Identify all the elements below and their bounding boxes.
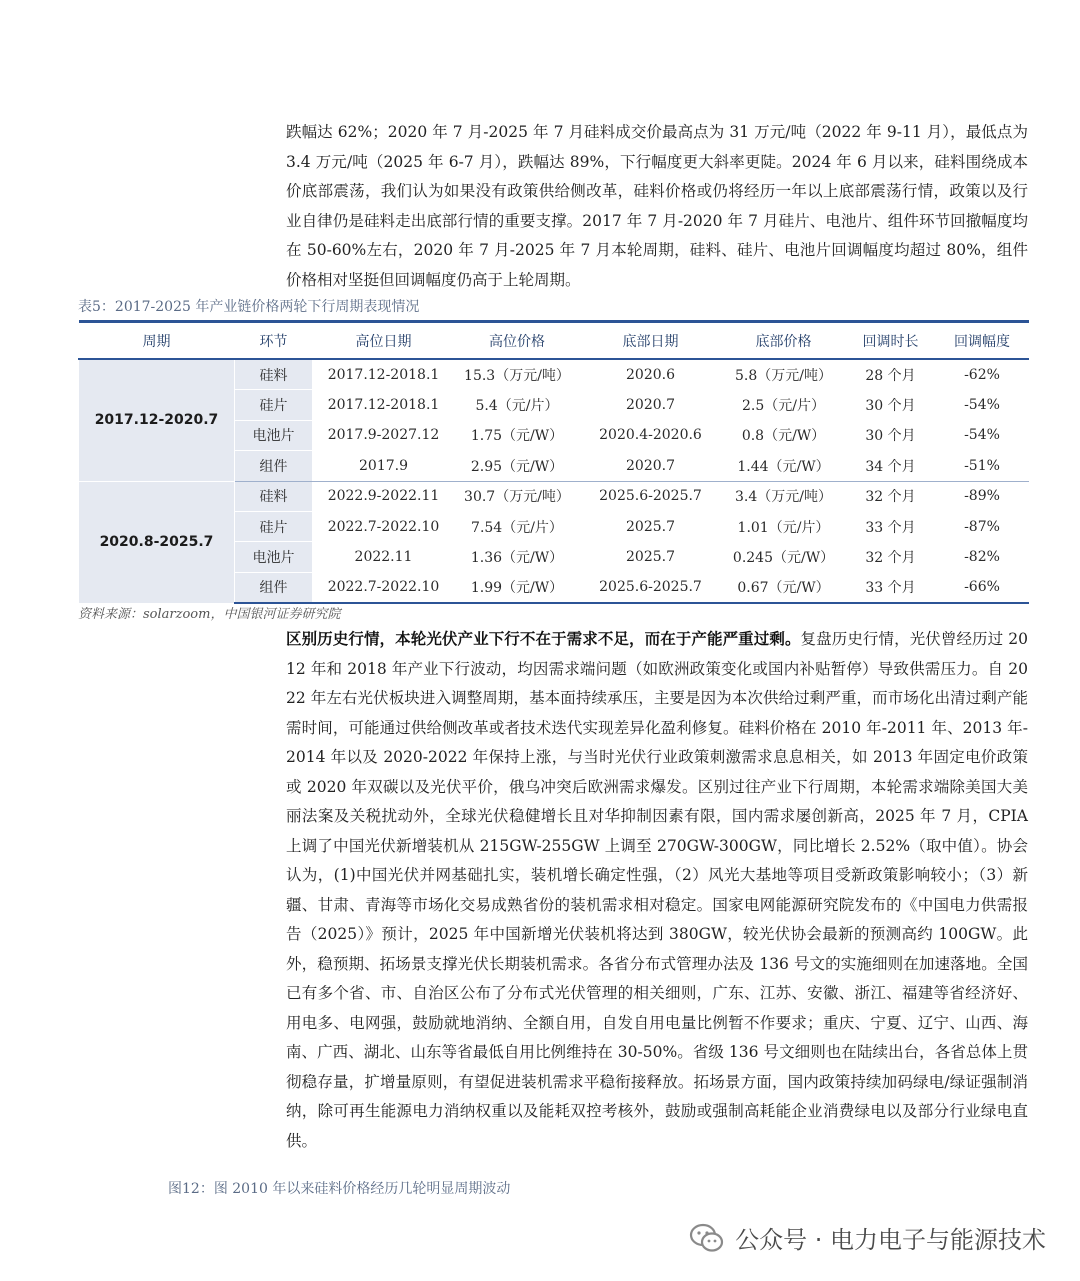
wechat-icon bbox=[689, 1223, 725, 1253]
segment-cell: 组件 bbox=[235, 451, 313, 481]
segment-cell: 硅片 bbox=[235, 511, 313, 541]
table-cell: 5.8（万元/吨） bbox=[722, 359, 846, 390]
segment-cell: 硅片 bbox=[235, 390, 313, 420]
column-header: 回调时长 bbox=[846, 322, 936, 360]
table-cell: 15.3（万元/吨） bbox=[455, 359, 580, 390]
column-header: 底部价格 bbox=[722, 322, 846, 360]
table-cell: 1.44（元/W） bbox=[722, 451, 846, 481]
segment-cell: 硅料 bbox=[235, 359, 313, 390]
column-header: 回调幅度 bbox=[936, 322, 1029, 360]
table-cell: 2022.7-2022.10 bbox=[313, 511, 455, 541]
table-cell: 33 个月 bbox=[846, 572, 936, 603]
table-cell: 2020.7 bbox=[580, 390, 722, 420]
table-header-row bbox=[79, 322, 1029, 360]
column-header: 高位价格 bbox=[455, 322, 580, 360]
wechat-watermark bbox=[689, 1220, 1046, 1255]
table-cell: 2022.7-2022.10 bbox=[313, 572, 455, 603]
table-cell: -62% bbox=[936, 359, 1029, 390]
column-header: 底部日期 bbox=[580, 322, 722, 360]
price-cycle-table bbox=[78, 320, 1029, 604]
table-cell: -89% bbox=[936, 481, 1029, 511]
table-cell: 7.54（元/片） bbox=[455, 511, 580, 541]
table-cell: 30 个月 bbox=[846, 390, 936, 420]
table-cell: 0.8（元/W） bbox=[722, 420, 846, 450]
table-cell: 2020.4-2020.6 bbox=[580, 420, 722, 450]
table-cell: 2020.7 bbox=[580, 451, 722, 481]
table-cell: 0.245（元/W） bbox=[722, 542, 846, 572]
table-caption: 表5：2017-2025 年产业链价格两轮下行周期表现情况 bbox=[78, 299, 420, 315]
table-cell: 1.01（元/片） bbox=[722, 511, 846, 541]
table-cell: -66% bbox=[936, 572, 1029, 603]
segment-cell: 硅料 bbox=[235, 481, 313, 511]
table-cell: 2025.6-2025.7 bbox=[580, 481, 722, 511]
table-cell: 2.5（元/片） bbox=[722, 390, 846, 420]
table-row bbox=[79, 481, 1029, 511]
table-cell: 2020.6 bbox=[580, 359, 722, 390]
table-cell: 30 个月 bbox=[846, 420, 936, 450]
paragraph-body: 复盘历史行情，光伏曾经历过 2012 年和 2018 年产业下行波动，均因需求端问题（如欧洲政策变化或国内补贴暂停）导致供需压力。自 2022 年左右光伏板块进入调整周期，基本面持续承压，主要是因为本次供给过剩严重，而市场化出清过剩产能需时间，可能通过供给侧改革或者技术迭代实现差异化盈利修复。硅料价格在 2010 年-2011 年、2013 年-2014 年以及 2020-2022 年保持上涨，与当时光伏行业政策刺激需求息息相关，如 2013 年固定电价政策或 2020 年双碳以及光伏平价，俄乌冲突后欧洲需求爆发。区别过往产业下行周期，本轮需求端除美国大美丽法案及关税扰动外，全球光伏稳健增长且对华抑制因素有限，国内需求屡创新高，2025 年 7 月，CPIA 上调了中国光伏新增装机从 215GW-255GW 上调至 270GW-300GW，同比增长 2.52%（取中值）。协会认为，(1)中国光伏并网基础扎实，装机增长确定性强，（2）风光大基地等项目受新政策影响较小；（3）新疆、甘肃、青海等市场化交易成熟省份的装机需求相对稳定。国家电网能源研究院发布的《中国电力供需报告（2025）》预计，2025 年中国新增光伏装机将达到 380GW，较光伏协会最新的预测高约 100GW。此外，稳预期、拓场景支撑光伏长期装机需求。各省分布式管理办法及 136 号文的实施细则在加速落地。全国已有多个省、市、自治区公布了分布式光伏管理的相关细则，广东、江苏、安徽、浙江、福建等省经济好、用电多、电网强，鼓励就地消纳、全额自用，自发自用电量比例暂不作要求；重庆、宁夏、辽宁、山西、海南、广西、湖北、山东等省最低自用比例维持在 30-50%。省级 136 号文细则也在陆续出台，各省总体上贯彻稳存量，扩增量原则，有望促进装机需求平稳衔接释放。拓场景方面，国内政策持续加码绿电/绿证强制消纳，除可再生能源电力消纳权重以及能耗双控考核外，鼓励或强制高耗能企业消费绿电以及部分行业绿电直供。 bbox=[286, 630, 1028, 1150]
table-cell: 5.4（元/片） bbox=[455, 390, 580, 420]
table-cell: 3.4（万元/吨） bbox=[722, 481, 846, 511]
segment-cell: 电池片 bbox=[235, 542, 313, 572]
watermark-text: 公众号 · 电力电子与能源技术 bbox=[735, 1226, 1046, 1254]
table-cell: 1.36（元/W） bbox=[455, 542, 580, 572]
table-cell: 33 个月 bbox=[846, 511, 936, 541]
table-cell: -82% bbox=[936, 542, 1029, 572]
table-row bbox=[79, 359, 1029, 390]
table-cell: 30.7（万元/吨） bbox=[455, 481, 580, 511]
figure-caption: 图12：图 2010 年以来硅料价格经历几轮明显周期波动 bbox=[168, 1181, 511, 1197]
intro-paragraph: 跌幅达 62%；2020 年 7 月-2025 年 7 月硅料成交价最高点为 31 万元/吨（2022 年 9-11 月），最低点为 3.4 万元/吨（2025 年 6-7 月），跌幅达 89%，下行幅度更大斜率更陡。2024 年 6 月以来，硅料围绕成本价底部震荡，我们认为如果没有政策供给侧改革，硅料价格或仍将经历一年以上底部震荡行情，政策以及行业自律仍是硅料走出底部行情的重要支撑。2017 年 7 月-2020 年 7 月硅片、电池片、组件环节回撤幅度均在 50-60%左右，2020 年 7 月-2025 年 7 月本轮周期，硅料、硅片、电池片回调幅度均超过 80%，组件价格相对坚挺但回调幅度仍高于上轮周期。 bbox=[286, 123, 1028, 289]
period-cell: 2017.12-2020.7 bbox=[79, 359, 235, 481]
table-cell: 0.67（元/W） bbox=[722, 572, 846, 603]
table-cell: 2022.11 bbox=[313, 542, 455, 572]
lead-sentence: 区别历史行情，本轮光伏产业下行不在于需求不足，而在于产能严重过剩。 bbox=[286, 629, 801, 648]
analysis-paragraph bbox=[286, 624, 1028, 1156]
table-cell: 28 个月 bbox=[846, 359, 936, 390]
table-cell: 2025.6-2025.7 bbox=[580, 572, 722, 603]
table-cell: 34 个月 bbox=[846, 451, 936, 481]
column-header: 周期 bbox=[79, 322, 235, 360]
table-cell: 2022.9-2022.11 bbox=[313, 481, 455, 511]
table-cell: 2.95（元/W） bbox=[455, 451, 580, 481]
table-cell: 1.99（元/W） bbox=[455, 572, 580, 603]
table-cell: 32 个月 bbox=[846, 542, 936, 572]
table-cell: -54% bbox=[936, 390, 1029, 420]
column-header: 高位日期 bbox=[313, 322, 455, 360]
table-cell: 32 个月 bbox=[846, 481, 936, 511]
source-note: 资料来源：solarzoom，中国银河证券研究院 bbox=[78, 607, 341, 622]
segment-cell: 电池片 bbox=[235, 420, 313, 450]
table-cell: 2017.9 bbox=[313, 451, 455, 481]
period-cell: 2020.8-2025.7 bbox=[79, 481, 235, 603]
table-cell: -51% bbox=[936, 451, 1029, 481]
table-cell: -54% bbox=[936, 420, 1029, 450]
segment-cell: 组件 bbox=[235, 572, 313, 603]
table-cell: -87% bbox=[936, 511, 1029, 541]
table-cell: 2017.12-2018.1 bbox=[313, 390, 455, 420]
column-header: 环节 bbox=[235, 322, 313, 360]
table-cell: 2025.7 bbox=[580, 542, 722, 572]
table-cell: 2025.7 bbox=[580, 511, 722, 541]
table-cell: 1.75（元/W） bbox=[455, 420, 580, 450]
table-cell: 2017.12-2018.1 bbox=[313, 359, 455, 390]
table-cell: 2017.9-2027.12 bbox=[313, 420, 455, 450]
